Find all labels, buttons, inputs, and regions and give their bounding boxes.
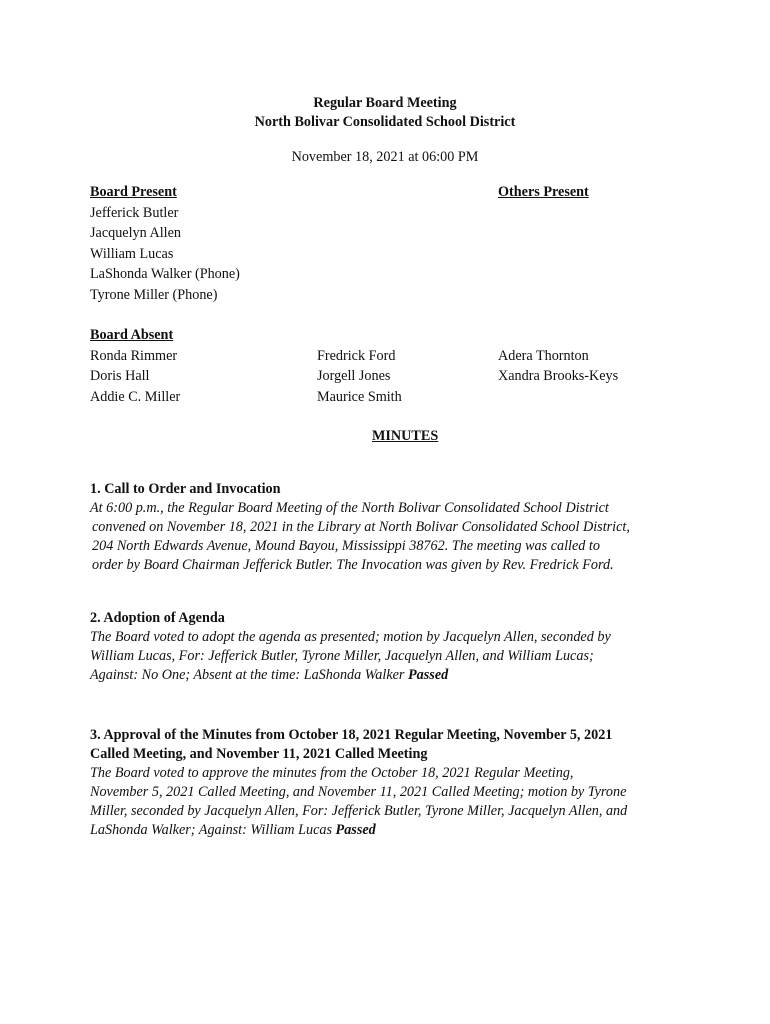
list-item: Adera Thornton bbox=[498, 347, 589, 364]
list-item: Addie C. Miller bbox=[90, 388, 181, 405]
list-item: Jorgell Jones bbox=[317, 368, 391, 384]
body-line: William Lucas, For: Jefferick Butler, Tyrone Miller, Jacquelyn Allen, and William Lucas; bbox=[90, 648, 594, 664]
list-item: Doris Hall bbox=[90, 368, 150, 384]
body-line-with-result bbox=[90, 821, 627, 840]
others-present-section bbox=[498, 182, 589, 203]
section-approval-of-minutes bbox=[90, 726, 627, 840]
body-line: November 5, 2021 Called Meeting, and November 11, 2021 Called Meeting; motion by Tyrone bbox=[90, 784, 627, 800]
list-item: LaShonda Walker (Phone) bbox=[90, 266, 240, 282]
board-present-section bbox=[90, 182, 240, 305]
list-item: Xandra Brooks-Keys bbox=[498, 368, 619, 384]
body-line: order by Board Chairman Jefferick Butler. The Invocation was given by Rev. Fredrick Ford. bbox=[92, 557, 614, 573]
list-item: Jacquelyn Allen bbox=[90, 225, 182, 241]
body-line-with-result bbox=[90, 666, 611, 685]
section-title: Called Meeting, and November 11, 2021 Called Meeting bbox=[90, 746, 428, 762]
section-adoption-of-agenda bbox=[90, 609, 611, 685]
meeting-datetime: November 18, 2021 at 06:00 PM bbox=[291, 149, 479, 165]
board-absent-heading: Board Absent bbox=[90, 327, 174, 343]
board-present-heading: Board Present bbox=[90, 184, 177, 200]
section-call-to-order bbox=[90, 480, 630, 575]
board-absent-section bbox=[90, 325, 180, 407]
others-present-heading: Others Present bbox=[498, 184, 589, 200]
body-line: At 6:00 p.m., the Regular Board Meeting of the North Bolivar Consolidated School District bbox=[90, 500, 609, 516]
section-title: 2. Adoption of Agenda bbox=[90, 610, 225, 626]
meeting-title: Regular Board Meeting bbox=[313, 95, 457, 111]
body-line: Against: No One; Absent at the time: LaShonda Walker bbox=[90, 667, 409, 683]
others-present-col2 bbox=[498, 346, 618, 387]
list-item: Tyrone Miller (Phone) bbox=[90, 286, 218, 303]
body-line: LaShonda Walker; Against: William Lucas bbox=[90, 822, 336, 838]
list-item: Fredrick Ford bbox=[317, 347, 396, 364]
section-body bbox=[90, 499, 630, 575]
vote-result: Passed bbox=[408, 667, 449, 683]
body-line: convened on November 18, 2021 in the Library at North Bolivar Consolidated School District, bbox=[92, 519, 630, 535]
vote-result: Passed bbox=[335, 822, 376, 838]
list-item: William Lucas bbox=[90, 245, 174, 262]
list-item: Maurice Smith bbox=[317, 388, 402, 405]
section-body bbox=[90, 764, 627, 840]
body-line: The Board voted to approve the minutes from the October 18, 2021 Regular Meeting, bbox=[90, 765, 574, 781]
section-title: 1. Call to Order and Invocation bbox=[90, 481, 281, 497]
list-item: Ronda Rimmer bbox=[90, 347, 178, 364]
body-line: Miller, seconded by Jacquelyn Allen, For: Jefferick Butler, Tyrone Miller, Jacquelyn Allen, and bbox=[90, 803, 628, 819]
section-title: 3. Approval of the Minutes from October 18, 2021 Regular Meeting, November 5, 2021 bbox=[90, 727, 613, 743]
district-name: North Bolivar Consolidated School District bbox=[254, 114, 516, 130]
section-body bbox=[90, 628, 611, 685]
others-present-col1 bbox=[317, 346, 402, 408]
minutes-heading: MINUTES bbox=[372, 428, 439, 444]
list-item: Jefferick Butler bbox=[90, 204, 179, 221]
body-line: The Board voted to adopt the agenda as presented; motion by Jacquelyn Allen, seconded by bbox=[90, 629, 611, 645]
body-line: 204 North Edwards Avenue, Mound Bayou, Mississippi 38762. The meeting was called to bbox=[92, 538, 600, 554]
